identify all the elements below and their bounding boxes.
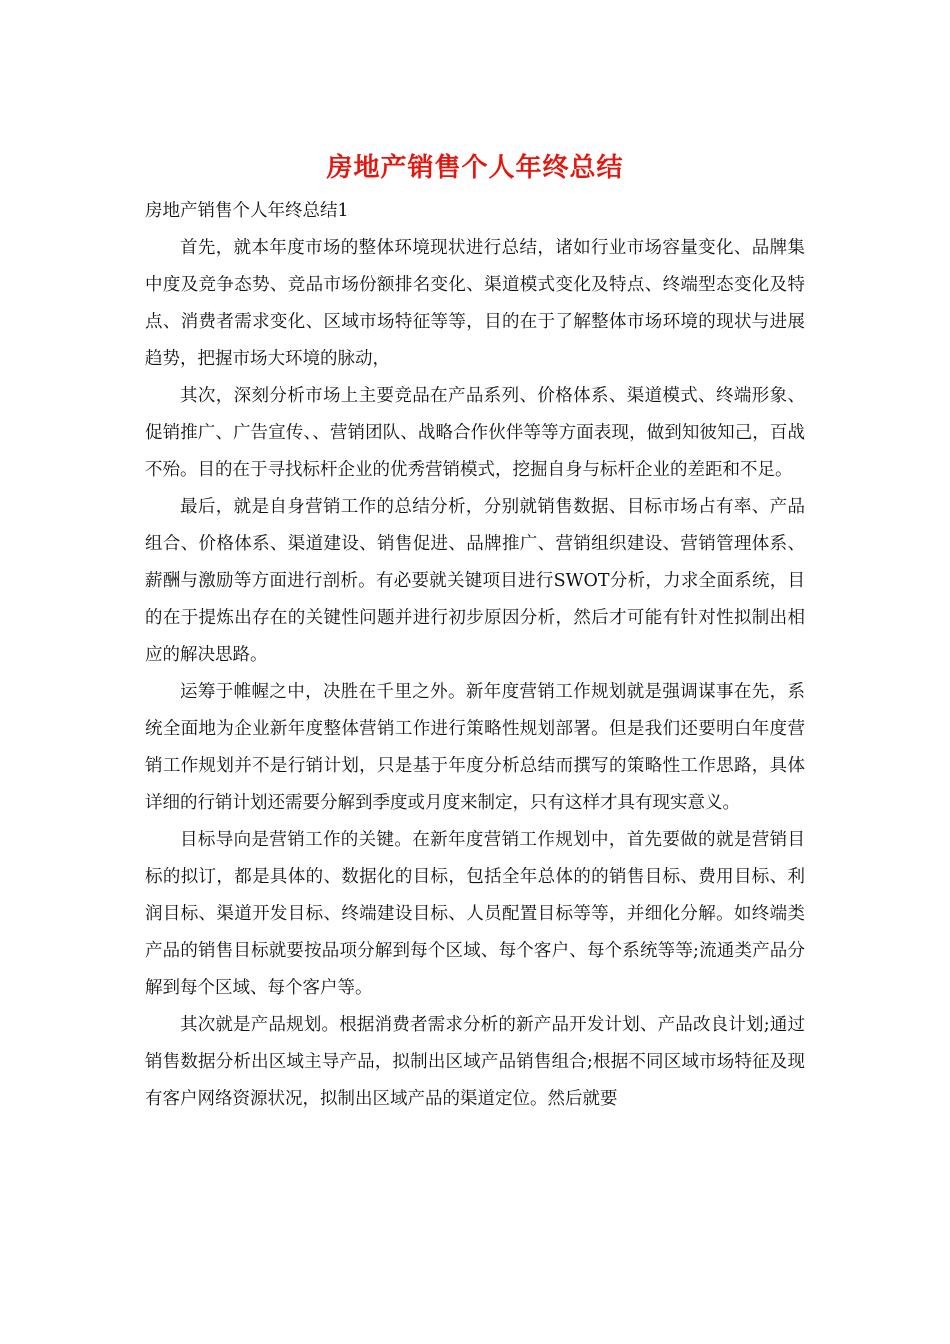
paragraph-product-planning: 其次就是产品规划。根据消费者需求分析的新产品开发计划、产品改良计划;通过销售数据分析出区域主导产品，拟制出区域产品销售组合;根据不同区域市场特征及现有客户网络资源状况，拟制出区域产品的渠道定位。然后就要	[145, 1015, 805, 1109]
document-body	[145, 193, 805, 1118]
paragraph-market-environment: 首先，就本年度市场的整体环境现状进行总结，诸如行业市场容量变化、品牌集中度及竞争态势、竞品市场份额排名变化、渠道模式变化及特点、终端型态变化及特点、消费者需求变化、区域市场特征等等，目的在于了解整体市场环境的现状与进展趋势，把握市场大环境的脉动，	[145, 238, 805, 369]
paragraph-target-orientation: 目标导向是营销工作的关键。在新年度营销工作规划中，首先要做的就是营销目标的拟订，都是具体的、数据化的目标，包括全年总体的的销售目标、费用目标、利润目标、渠道开发目标、终端建设目标、人员配置目标等等，并细化分解。如终端类产品的销售目标就要按品项分解到每个区域、每个客户、每个系统等等;流通类产品分解到每个区域、每个客户等。	[145, 830, 805, 998]
document-title: 房地产销售个人年终总结	[326, 153, 624, 183]
paragraph-annual-planning: 运筹于帷幄之中，决胜在千里之外。新年度营销工作规划就是强调谋事在先，系统全面地为企业新年度整体营销工作进行策略性规划部署。但是我们还要明白年度营销工作规划并不是行销计划，只是基于年度分析总结而撰写的策略性工作思路，具体详细的行销计划还需要分解到季度或月度来制定，只有这样才具有现实意义。	[145, 682, 805, 813]
section-heading: 房地产销售个人年终总结1	[145, 201, 349, 221]
paragraph-competitor-analysis: 其次，深刻分析市场上主要竞品在产品系列、价格体系、渠道模式、终端形象、促销推广、广告宣传、、营销团队、战略合作伙伴等等方面表现，做到知彼知己，百战不殆。目的在于寻找标杆企业的优秀营销模式，挖掘自身与标杆企业的差距和不足。	[145, 386, 805, 480]
paragraph-self-analysis: 最后，就是自身营销工作的总结分析，分别就销售数据、目标市场占有率、产品组合、价格体系、渠道建设、销售促进、品牌推广、营销组织建设、营销管理体系、薪酬与激励等方面进行剖析。有必要就关键项目进行SWOT分析，力求全面系统，目的在于提炼出存在的关键性问题并进行初步原因分析，然后才可能有针对性拟制出相应的解决思路。	[145, 497, 805, 665]
